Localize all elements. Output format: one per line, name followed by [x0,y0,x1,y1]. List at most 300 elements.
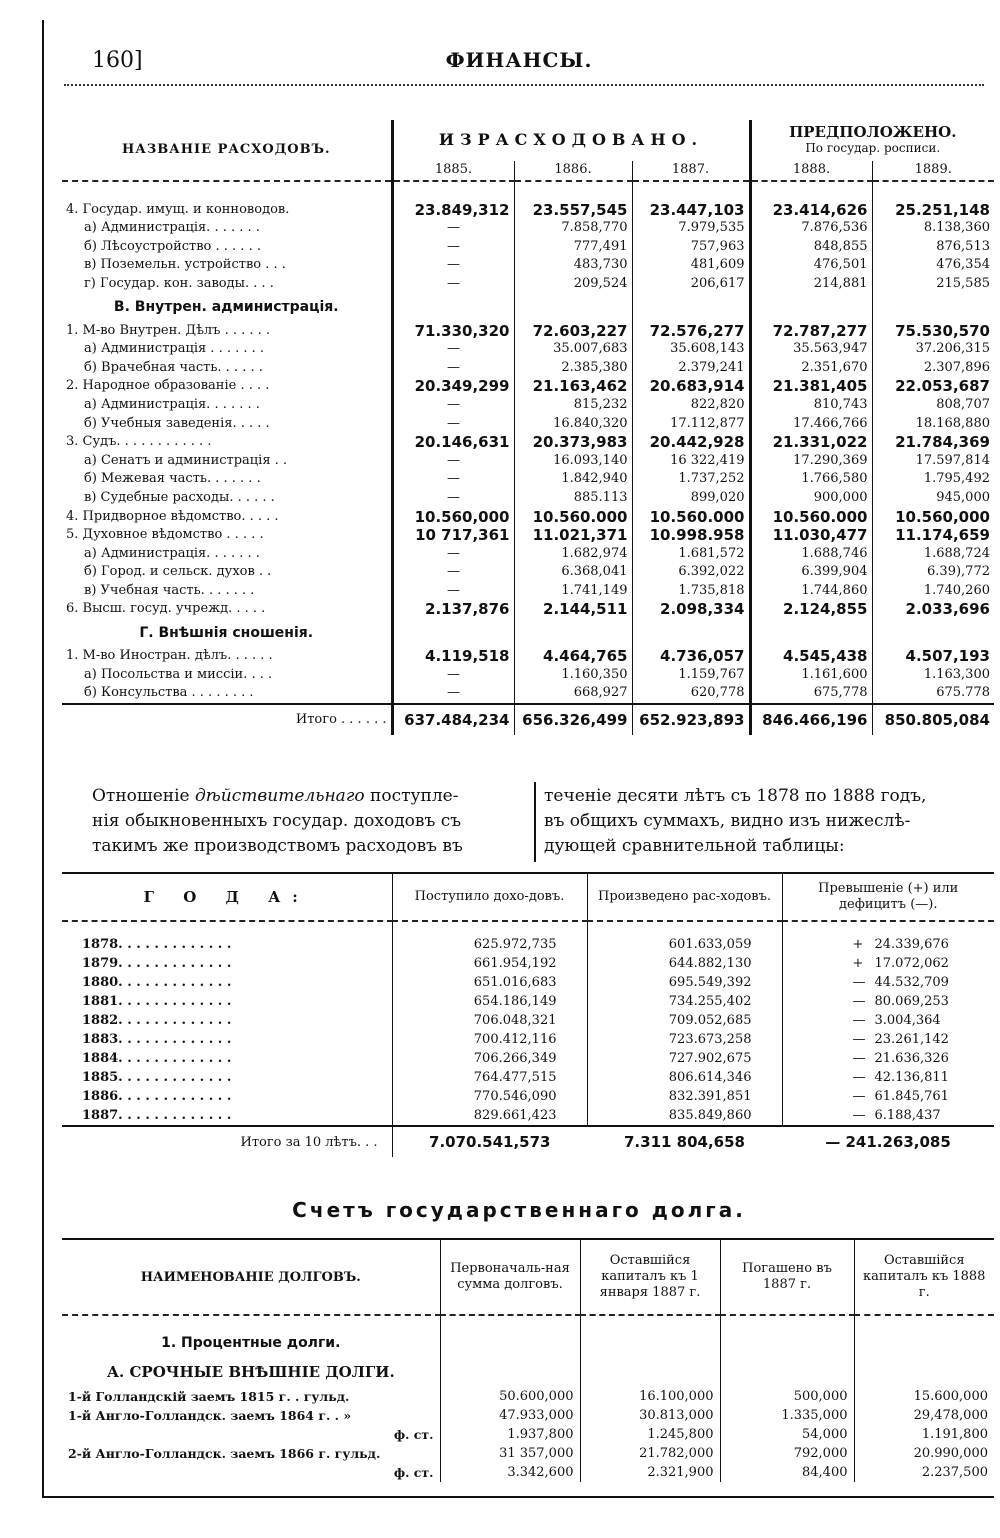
expense-value: 1.740,260 [872,582,994,601]
expense-value: 481,609 [632,256,750,275]
total-value: 637.484,234 [392,704,514,735]
expense-name: 4. Придворное вѣдомство. . . . . [66,508,279,524]
expense-value: 815,232 [514,396,632,415]
col-name-header: НАЗВАНІЕ РАСХОДОВЪ. [62,120,392,181]
total-label: Итого . . . . . . [295,711,387,727]
expense-value: 945,000 [872,489,994,508]
expense-value: — [392,219,514,238]
expense-value: 23.447,103 [632,201,750,220]
expense-value: 71.330,320 [392,322,514,341]
expense-value: 695.549,392 [587,973,782,992]
expense-value: 806.614,346 [587,1068,782,1087]
debt-value: 1.191,800 [854,1425,994,1444]
expense-value: 16 322,419 [632,452,750,471]
leader-dots: . . . . . . . . . . . . [122,994,232,1009]
expense-value: 1.766,580 [750,470,872,489]
year-row [62,1106,994,1126]
spacer [62,921,392,935]
expense-value: 2.124,855 [750,600,872,619]
expense-name: б) Лѣсоустройство . . . . . . [84,238,261,254]
expense-value: 1.682,974 [514,545,632,564]
emphasis: дѣйствительнаго [195,786,365,806]
year-text: 1880. [82,975,123,990]
expense-value: — [392,470,514,489]
expense-value: — [392,684,514,704]
expense-value: 4.507,193 [872,647,994,666]
total-expense: 7.311 804,658 [624,1132,745,1151]
expense-value: 20.683,914 [632,377,750,396]
expense-value: — [392,452,514,471]
year-header: 1888. [750,161,872,181]
expense-row [62,322,994,341]
expense-name: б) Учебныя заведенія. . . . . [84,415,270,431]
expense-row [62,359,994,378]
income-value: 651.016,683 [392,973,587,992]
expense-value: 644.882,130 [587,954,782,973]
debt-value: 54,000 [720,1425,854,1444]
expense-value: 4.545,438 [750,647,872,666]
expense-value: 10.560,000 [872,508,994,527]
expense-value: 709.052,685 [587,1011,782,1030]
expense-value: 885.113 [514,489,632,508]
expense-value: 2.385,380 [514,359,632,378]
expense-name: 1. М-во Внутрен. Дѣлъ . . . . . . [66,322,271,338]
debt-name: 1-й Англо-Голландск. заемъ 1864 г. . » [68,1408,352,1423]
diff-value: 6.188,437 [874,1108,941,1123]
total-value: 656.326,499 [514,704,632,735]
expense-value: 23.414,626 [750,201,872,220]
expense-row [62,684,994,704]
spacer [580,1315,720,1329]
expense-value: 808,707 [872,396,994,415]
spacer [872,181,994,201]
year-header: Г О Д А: [143,887,310,906]
year-label [62,1030,392,1049]
expense-row [62,396,994,415]
expense-value: 757,963 [632,238,750,257]
expense-value: — [392,415,514,434]
expense-value: 2.307,896 [872,359,994,378]
expense-value: 1.688,746 [750,545,872,564]
expense-value: 72.603,227 [514,322,632,341]
expense-row [62,275,994,294]
expense-name: а) Администрація. . . . . . . [84,396,260,412]
expense-row [62,415,994,434]
expense-row [62,433,994,452]
expense-name: а) Сенатъ и администрація . . [84,452,288,468]
section-heading: В. Внутрен. администрація. [113,299,339,316]
total-value: 846.466,196 [750,704,872,735]
diff-sign: — [852,1089,866,1104]
income-value: 625.972,735 [392,935,587,954]
expense-row [62,666,994,685]
expense-value: 37.206,315 [872,340,994,359]
expense-value: 4.119,518 [392,647,514,666]
expense-value: 11.030,477 [750,526,872,545]
total-value: 652.923,893 [632,704,750,735]
expense-row [62,340,994,359]
expense-value: 1.744,860 [750,582,872,601]
year-row [62,954,994,973]
expenses-body [62,181,994,704]
expense-name: г) Государ. кон. заводы. . . . [84,275,274,291]
total-diff: — 241.263,085 [825,1132,951,1151]
diff-sign: — [852,1070,866,1085]
expense-name: 6. Высш. госуд. учрежд. . . . . [66,601,266,617]
debt-row [62,1444,994,1463]
expense-value: 10.560,000 [392,508,514,527]
expense-value: 10.560.000 [750,508,872,527]
debt-value: 30.813,000 [580,1406,720,1425]
year-row [62,992,994,1011]
diff-value: 61.845,761 [874,1089,949,1104]
paragraph-divider [534,782,536,862]
expense-value: 727.902,675 [587,1049,782,1068]
year-label [62,954,392,973]
expense-value: 1.688,724 [872,545,994,564]
expense-value: 2.098,334 [632,600,750,619]
income-value: 654.186,149 [392,992,587,1011]
year-text: 1887. [82,1108,123,1123]
year-label [62,935,392,954]
expense-value: 75.530,570 [872,322,994,341]
diff-value: 44.532,709 [874,975,949,990]
expense-value: 900,000 [750,489,872,508]
empty-cell [392,619,514,647]
debt-value: 21.782,000 [580,1444,720,1463]
debt-remaining-header: Оставшійся капиталъ къ 1 января 1887 г. [580,1239,720,1315]
year-label [62,1049,392,1068]
leader-dots: . . . . . . . . . . . . [122,956,232,971]
expense-value: 675.778 [872,684,994,704]
debt-value: 20.990,000 [854,1444,994,1463]
expense-value: 2.137,876 [392,600,514,619]
diff-sign: + [852,956,864,971]
expense-value: — [392,396,514,415]
expense-value: 7.979,535 [632,219,750,238]
expense-value: 6.392,022 [632,563,750,582]
diff-cell [782,973,994,992]
year-text: 1883. [82,1032,123,1047]
debt-name: ф. ст. [393,1427,434,1442]
page [42,20,994,1498]
debt-title: Счетъ государственнаго долга. [292,1198,746,1222]
income-value: 706.266,349 [392,1049,587,1068]
debt-value: 31 357,000 [440,1444,580,1463]
expense-value: — [392,563,514,582]
empty-cell [872,294,994,322]
header-divider [64,84,984,94]
debt-remaining-1888-header: Оставшійся капиталъ къ 1888 г. [854,1239,994,1315]
expense-row [62,219,994,238]
debt-value: 3.342,600 [440,1463,580,1482]
expense-name: а) Администрація. . . . . . . [84,545,260,561]
expense-value: — [392,545,514,564]
section-row [62,619,994,647]
year-header: 1886. [514,161,632,181]
expense-value: 822,820 [632,396,750,415]
spacer [440,1315,580,1329]
expense-value: — [392,256,514,275]
expense-value: 620,778 [632,684,750,704]
spacer [514,181,632,201]
empty-cell [750,619,872,647]
diff-cell [782,935,994,954]
diff-cell [782,1106,994,1126]
expense-value: 23.849,312 [392,201,514,220]
year-text: 1886. [82,1089,123,1104]
expense-value: 4.736,057 [632,647,750,666]
year-label [62,973,392,992]
expense-value: 7.876,536 [750,219,872,238]
debt-name: 2-й Англо-Голландск. заемъ 1866 г. гульд. [68,1446,381,1461]
expense-value: 35.608,143 [632,340,750,359]
year-header: 1889. [872,161,994,181]
expense-value: 2.379,241 [632,359,750,378]
spacer [440,1329,580,1357]
expense-value: 10.998.958 [632,526,750,545]
diff-cell [782,954,994,973]
expense-value: 35.563,947 [750,340,872,359]
year-text: 1882. [82,1013,123,1028]
empty-cell [392,294,514,322]
leader-dots: . . . . . . . . . . . . [122,975,232,990]
empty-cell [632,294,750,322]
expense-value: 4.464,765 [514,647,632,666]
expense-value: 876,513 [872,238,994,257]
spacer [392,181,514,201]
expense-value: 601.633,059 [587,935,782,954]
expense-value: 2.033,696 [872,600,994,619]
leader-dots: . . . . . . . . . . . . [122,1051,232,1066]
expense-value: 1.163,300 [872,666,994,685]
debt-row [62,1463,994,1482]
expense-name: б) Межевая часть. . . . . . . [84,471,261,487]
expense-value: 1.795,492 [872,470,994,489]
expense-value: — [392,666,514,685]
expense-row [62,377,994,396]
spacer [632,181,750,201]
expense-name: б) Консульства . . . . . . . . [84,685,254,701]
debt-repaid-header: Погашено въ 1887 г. [720,1239,854,1315]
leader-dots: . . . . . . . . . . . . [122,1070,232,1085]
spacer-row [62,181,994,201]
diff-sign: — [852,975,866,990]
expense-name: 3. Судъ. . . . . . . . . . . . [66,434,212,450]
diff-value: 21.636,326 [874,1051,949,1066]
expense-row [62,470,994,489]
leader-dots: . . . . . . . . . . . . [122,937,232,952]
paragraph-line: въ общихъ суммахъ, видно изъ нижеслѣ- [544,811,911,831]
expense-value: 734.255,402 [587,992,782,1011]
year-row [62,1087,994,1106]
diff-value: 42.136,811 [874,1070,949,1085]
paragraph-line: теченіе десяти лѣтъ съ 1878 по 1888 годъ, [544,786,927,806]
empty-cell [632,619,750,647]
debt-value: 500,000 [720,1387,854,1406]
expense-name: а) Администрація . . . . . . . [84,341,265,357]
section-heading: А. СРОЧНЫЕ ВНѢШНІЕ ДОЛГИ. [106,1362,395,1381]
debt-name: ф. ст. [393,1465,434,1480]
income-value: 770.546,090 [392,1087,587,1106]
expense-value: 835.849,860 [587,1106,782,1126]
year-row [62,1030,994,1049]
debt-value: 16.100,000 [580,1387,720,1406]
paragraph-line: такимъ же производствомъ расходовъ въ [92,836,463,856]
expense-value: 1.741,149 [514,582,632,601]
spacer [392,921,587,935]
expense-value: 22.053,687 [872,377,994,396]
debt-value: 84,400 [720,1463,854,1482]
spent-group-header: ИЗРАСХОДОВАНО. [392,120,750,161]
spacer [750,181,872,201]
expense-value: 72.576,277 [632,322,750,341]
expense-value: 832.391,851 [587,1087,782,1106]
empty-cell [514,294,632,322]
spacer [580,1329,720,1357]
expense-name: 2. Народное образованіе . . . . [66,378,270,394]
expense-row [62,201,994,220]
balance-total-row [62,1126,994,1157]
expense-value: 2.351,670 [750,359,872,378]
spacer [854,1357,994,1387]
year-label [62,1087,392,1106]
diff-cell [782,992,994,1011]
expense-value: 668,927 [514,684,632,704]
spacer [440,1357,580,1387]
expense-name: в) Поземельн. устройство . . . [84,257,286,273]
expense-value: 1.737,252 [632,470,750,489]
total-value: 850.805,084 [872,704,994,735]
expense-value: 7.858,770 [514,219,632,238]
expense-value: 17.112,877 [632,415,750,434]
expense-row [62,452,994,471]
expense-value: 72.787,277 [750,322,872,341]
spacer [62,1315,440,1329]
balance-body [62,935,994,1126]
leader-dots: . . . . . . . . . . . . [122,1013,232,1028]
text-run: Отношеніе [92,786,196,806]
income-value: 706.048,321 [392,1011,587,1030]
expense-value: — [392,238,514,257]
diff-cell [782,1068,994,1087]
year-text: 1884. [82,1051,123,1066]
total-income: 7.070.541,573 [392,1126,587,1157]
income-value: 700.412,116 [392,1030,587,1049]
diff-value: 17.072,062 [874,956,949,971]
diff-cell [782,1011,994,1030]
debt-name-header: НАИМЕНОВАНІЕ ДОЛГОВЪ. [140,1269,361,1285]
year-text: 1879. [82,956,123,971]
expenses-total-row [62,704,994,735]
expense-value: 1.160,350 [514,666,632,685]
expense-value: 214,881 [750,275,872,294]
expense-row [62,256,994,275]
expense-value: 21.381,405 [750,377,872,396]
diff-sign: — [852,1051,866,1066]
expense-row [62,545,994,564]
expense-value: 1.159,767 [632,666,750,685]
expense-value: 777,491 [514,238,632,257]
expense-name: в) Судебные расходы. . . . . . [84,489,275,505]
year-row [62,1068,994,1087]
expense-value: — [392,275,514,294]
income-value: 829.661,423 [392,1106,587,1126]
debt-value: 50.600,000 [440,1387,580,1406]
spacer [580,1357,720,1387]
expense-value: 1.842,940 [514,470,632,489]
page-number: 160] [92,48,143,73]
expense-value: 21.163,462 [514,377,632,396]
debt-table [62,1238,994,1482]
year-row [62,1049,994,1068]
year-row [62,973,994,992]
expense-value: 2.144,511 [514,600,632,619]
debt-value: 2.321,900 [580,1463,720,1482]
year-row [62,1011,994,1030]
text-run: поступле- [364,786,459,806]
expense-value: 20.442,928 [632,433,750,452]
expense-name: б) Город. и сельск. духов . . [84,564,272,580]
expense-value: 1.161,600 [750,666,872,685]
diff-sign: + [852,937,864,952]
expense-value: 21.331,022 [750,433,872,452]
expense-row [62,563,994,582]
diff-cell [782,1030,994,1049]
planned-group-header [750,120,994,161]
debt-value: 47.933,000 [440,1406,580,1425]
debt-value: 792,000 [720,1444,854,1463]
expense-value: 17.597,814 [872,452,994,471]
empty-cell [750,294,872,322]
debt-row [62,1425,994,1444]
debt-body [62,1387,994,1482]
expense-row [62,238,994,257]
year-text: 1885. [82,1070,123,1085]
debt-value: 1.245,800 [580,1425,720,1444]
expense-row [62,508,994,527]
expense-value: 209,524 [514,275,632,294]
expense-value: 20.349,299 [392,377,514,396]
paragraph-line: нія обыкновенныхъ государ. доходовъ съ [92,811,462,831]
expenses-table [62,120,994,735]
planned-title: ПРЕДПОЛОЖЕНО. [789,123,957,142]
paragraph-right [544,784,989,859]
expense-value: 8.138,360 [872,219,994,238]
expense-row [62,489,994,508]
year-header: 1885. [392,161,514,181]
diff-sign: — [852,994,866,1009]
expense-value: 35.007,683 [514,340,632,359]
year-header: 1887. [632,161,750,181]
planned-subtitle: По государ. росписи. [805,141,941,156]
expense-value: 16.840,320 [514,415,632,434]
diff-sign: — [852,1032,866,1047]
debt-initial-header: Первоначаль-ная сумма долговъ. [440,1239,580,1315]
diff-value: 23.261,142 [874,1032,949,1047]
expense-value: 18.168,880 [872,415,994,434]
expense-value: 25.251,148 [872,201,994,220]
expense-name: а) Посольства и миссіи. . . . [84,666,273,682]
spacer [720,1357,854,1387]
expense-name: а) Администрація. . . . . . . [84,220,260,236]
expense-row [62,647,994,666]
spacer [782,921,994,935]
section-row [62,294,994,322]
leader-dots: . . . . . . . . . . . . [122,1108,232,1123]
diff-value: 3.004,364 [874,1013,941,1028]
debt-row [62,1406,994,1425]
